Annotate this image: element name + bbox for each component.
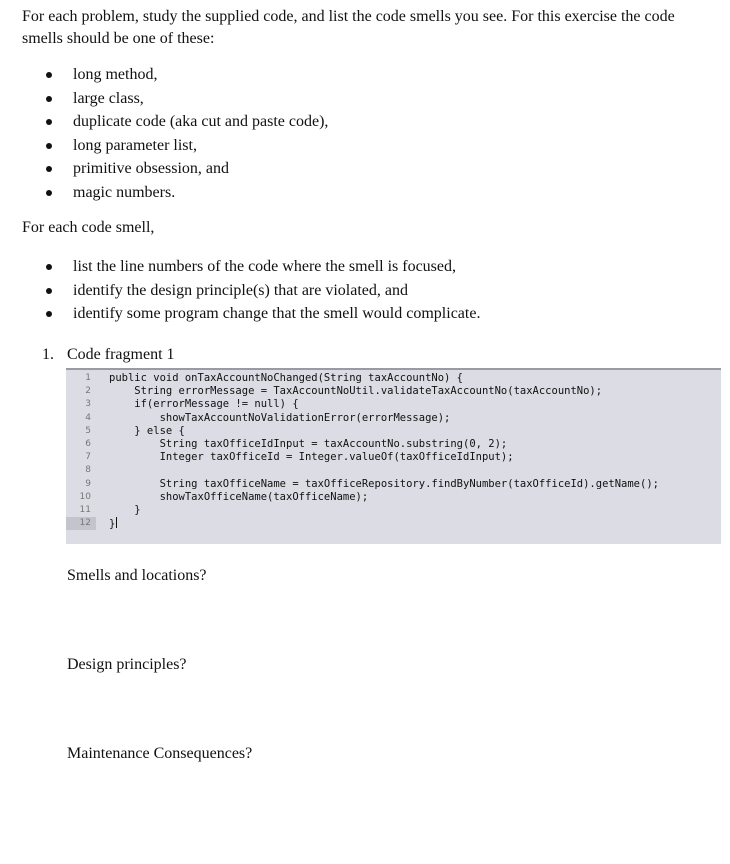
code-line: showTaxOfficeName(taxOfficeName);	[109, 490, 369, 503]
line-number: 11	[79, 505, 91, 516]
list-item: magic numbers.	[44, 181, 328, 205]
design-prompt: Design principles?	[67, 656, 187, 673]
line-number: 9	[85, 478, 91, 489]
line-number-gutter	[66, 372, 96, 530]
code-line: Integer taxOfficeId = Integer.valueOf(taxOfficeIdInput);	[109, 451, 514, 464]
text-cursor	[116, 517, 117, 528]
code-line: }	[109, 518, 116, 531]
problem-number: 1.	[42, 346, 54, 363]
maintenance-prompt: Maintenance Consequences?	[67, 745, 253, 762]
line-number: 1	[85, 373, 91, 383]
problem-title: Code fragment 1	[67, 346, 175, 363]
line-number: 8	[85, 465, 91, 476]
line-number-current: 12	[66, 517, 96, 530]
for-each-heading: For each code smell,	[22, 219, 155, 236]
code-line: showTaxAccountNoValidationError(errorMessage);	[109, 411, 451, 424]
list-item: duplicate code (aka cut and paste code),	[44, 110, 328, 134]
line-number: 7	[85, 452, 91, 463]
code-line: }	[109, 503, 141, 516]
line-number: 6	[85, 439, 91, 450]
list-item: list the line numbers of the code where the smell is focused,	[44, 255, 480, 279]
intro-paragraph: For each problem, study the supplied code, and list the code smells you see. For this exercise the code smells should be one of these:	[22, 8, 675, 47]
code-editor[interactable]	[66, 368, 721, 544]
list-item: long parameter list,	[44, 134, 328, 158]
line-number: 10	[79, 491, 91, 502]
line-number: 4	[85, 412, 91, 423]
code-line: public void onTaxAccountNoChanged(String taxAccountNo) {	[109, 372, 464, 384]
list-item: identify the design principle(s) that are violated, and	[44, 279, 480, 303]
code-line: String errorMessage = TaxAccountNoUtil.validateTaxAccountNo(taxAccountNo);	[109, 385, 603, 398]
code-line: String taxOfficeName = taxOfficeRepository.findByNumber(taxOfficeId).getName();	[109, 477, 659, 490]
code-line	[109, 464, 659, 477]
task-list	[44, 255, 480, 326]
list-item: primitive obsession, and	[44, 157, 328, 181]
line-number: 3	[85, 399, 91, 410]
code-line: } else {	[109, 424, 185, 437]
smell-list	[44, 63, 328, 204]
list-item: identify some program change that the smell would complicate.	[44, 302, 480, 326]
code-line: String taxOfficeIdInput = taxAccountNo.substring(0, 2);	[109, 437, 508, 450]
line-number: 5	[85, 425, 91, 436]
list-item: long method,	[44, 63, 328, 87]
list-item: large class,	[44, 87, 328, 111]
smells-prompt: Smells and locations?	[67, 567, 207, 584]
code-text[interactable]	[109, 372, 659, 530]
code-line: if(errorMessage != null) {	[109, 398, 299, 411]
problem-heading	[42, 346, 175, 364]
line-number: 2	[85, 386, 91, 397]
